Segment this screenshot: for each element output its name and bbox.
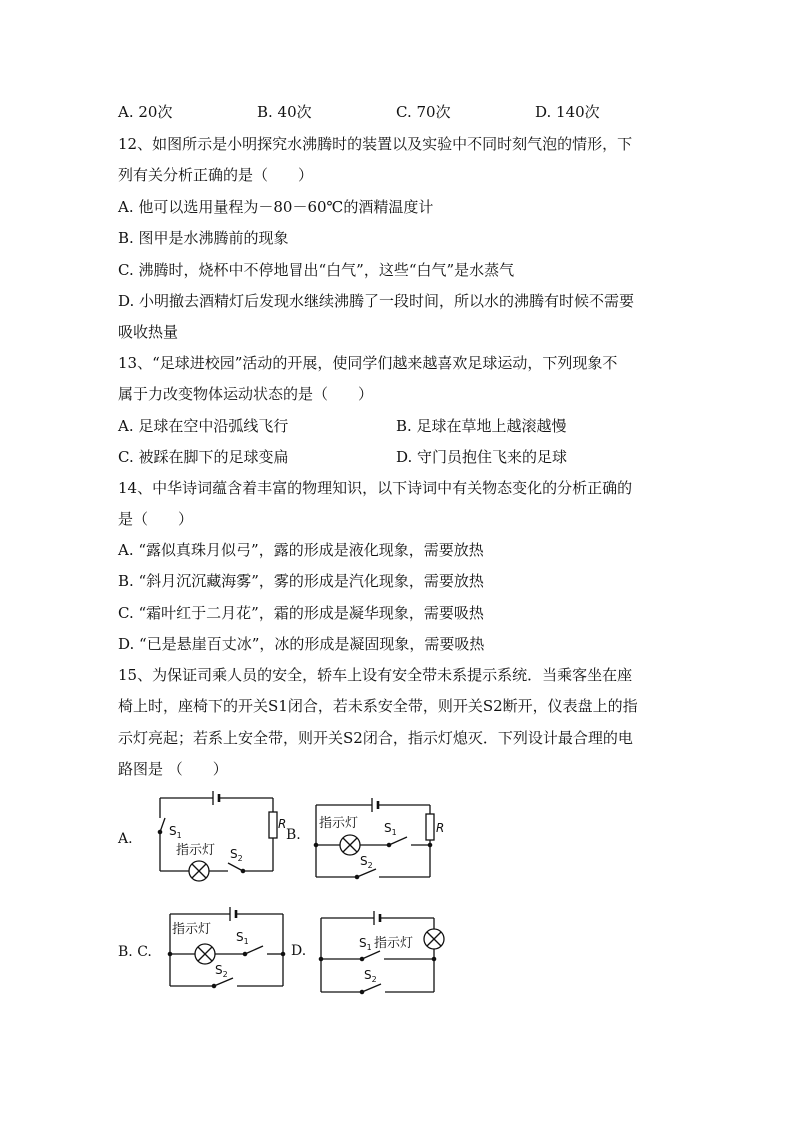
q13-option-c: C. 被踩在脚下的足球变扁 xyxy=(118,448,289,466)
circuit-d-label: D. xyxy=(291,943,307,959)
q12-option-a: A. 他可以选用量程为－80－60℃的酒精温度计 xyxy=(118,198,434,216)
circuit-b-diagram xyxy=(305,788,450,880)
q11-option-c: C. 70次 xyxy=(396,103,451,121)
circuit-d-s2-label: $S_2$ xyxy=(364,968,377,984)
q11-option-d: D. 140次 xyxy=(535,103,600,121)
q12-option-c: C. 沸腾时，烧杯中不停地冒出“白气”，这些“白气”是水蒸气 xyxy=(118,261,515,279)
q13-stem-line1: 13、“足球进校园”活动的开展，使同学们越来越喜欢足球运动，下列现象不 xyxy=(118,354,618,372)
circuit-a-label: A. xyxy=(118,831,133,847)
q12-option-d-line2: 吸收热量 xyxy=(118,323,179,341)
q15-stem-line2: 椅上时，座椅下的开关S1闭合，若未系安全带，则开关S2断开，仪表盘上的指 xyxy=(118,697,638,715)
circuit-b-resistor-label: R xyxy=(436,821,445,835)
circuit-c-s2-label: $S_2$ xyxy=(215,963,228,979)
q13-stem-line2: 属于力改变物体运动状态的是（ ） xyxy=(118,385,374,403)
circuit-b-lamp-label: 指示灯 xyxy=(319,816,359,831)
circuit-c-lamp-label: 指示灯 xyxy=(172,922,212,937)
circuit-a-diagram xyxy=(150,788,285,886)
q11-option-a: A. 20次 xyxy=(118,103,173,121)
q12-stem-line1: 12、如图所示是小明探究水沸腾时的装置以及实验中不同时刻气泡的情形，下 xyxy=(118,135,633,153)
q15-stem-line1: 15、为保证司乘人员的安全，轿车上设有安全带未系提示系统．当乘客坐在座 xyxy=(118,666,633,684)
q14-option-a: A. “露似真珠月似弓”，露的形成是液化现象，需要放热 xyxy=(118,541,484,559)
circuit-d-s1-label: $S_1$ xyxy=(359,936,372,952)
q14-stem-line1: 14、中华诗词蕴含着丰富的物理知识，以下诗词中有关物态变化的分析正确的 xyxy=(118,479,633,497)
q12-stem-line2: 列有关分析正确的是（ ） xyxy=(118,166,314,184)
q15-stem-line4: 路图是 （ ） xyxy=(118,760,228,778)
circuit-c-label: B. C. xyxy=(118,944,152,960)
q15-stem-line3: 示灯亮起；若系上安全带，则开关S2闭合，指示灯熄灭．下列设计最合理的电 xyxy=(118,729,633,747)
circuit-b-label: B. xyxy=(286,827,301,843)
q14-option-c: C. “霜叶红于二月花”，霜的形成是凝华现象，需要吸热 xyxy=(118,604,484,622)
circuit-a-s2-label: $S_2$ xyxy=(230,847,243,863)
circuit-b-s2-label: $S_2$ xyxy=(360,854,373,870)
circuit-c-s1-label: $S_1$ xyxy=(236,930,249,946)
q13-option-d: D. 守门员抱住飞来的足球 xyxy=(396,448,568,466)
q12-option-d-line1: D. 小明撤去酒精灯后发现水继续沸腾了一段时间，所以水的沸腾有时候不需要 xyxy=(118,292,635,310)
circuit-a-resistor-label: R xyxy=(278,817,287,831)
q13-option-b: B. 足球在草地上越滚越慢 xyxy=(396,417,567,435)
circuit-d-lamp-label: 指示灯 xyxy=(374,936,414,951)
q14-option-b: B. “斜月沉沉藏海雾”，雾的形成是汽化现象，需要放热 xyxy=(118,572,484,590)
q13-option-a: A. 足球在空中沿弧线飞行 xyxy=(118,417,289,435)
q11-option-b: B. 40次 xyxy=(257,103,312,121)
q12-option-b: B. 图甲是水沸腾前的现象 xyxy=(118,229,289,247)
circuit-b-s1-label: $S_1$ xyxy=(384,821,397,837)
circuit-a-lamp-label: 指示灯 xyxy=(176,843,216,858)
circuit-a-s1-label: $S_1$ xyxy=(169,824,182,840)
q14-stem-line2: 是（ ） xyxy=(118,510,194,528)
circuit-d-diagram xyxy=(310,900,450,996)
circuit-c-diagram xyxy=(160,898,292,994)
q14-option-d: D. “已是悬崖百丈冰”，冰的形成是凝固现象，需要吸热 xyxy=(118,635,485,653)
